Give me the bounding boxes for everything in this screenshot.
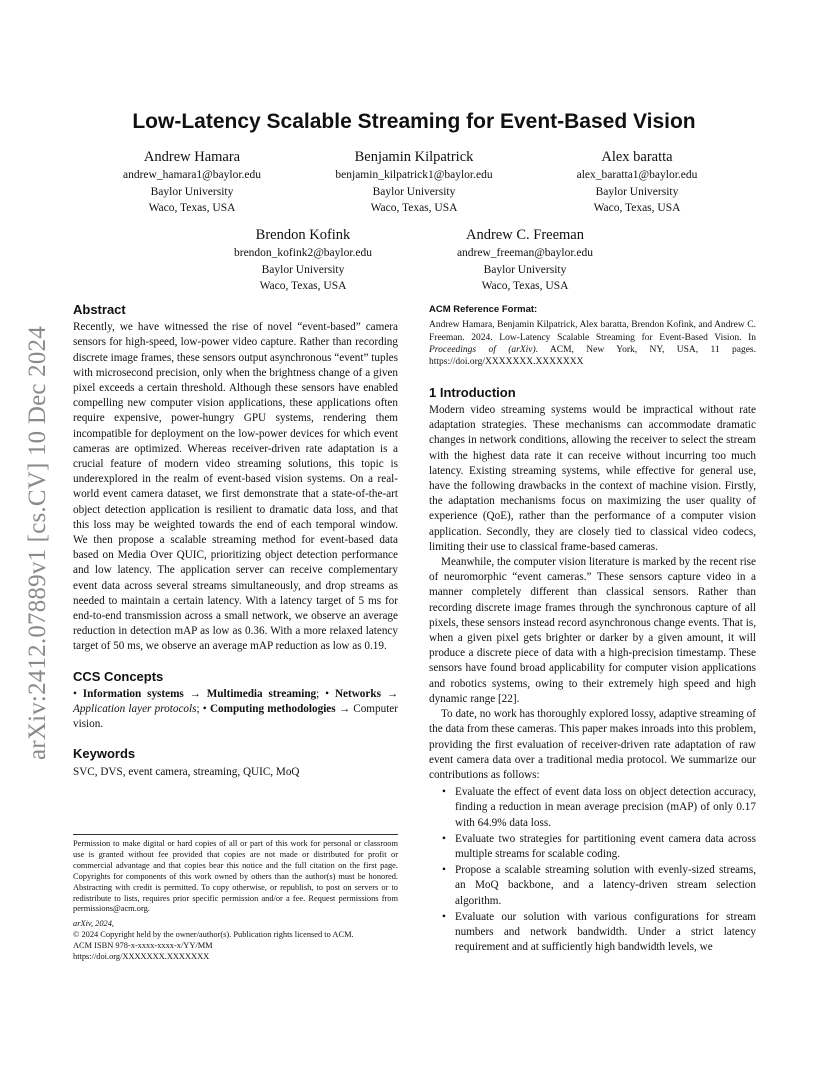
ccs-section	[73, 669, 398, 733]
arxiv-stamp: arXiv:2412.07889v1 [cs.CV] 10 Dec 2024	[24, 326, 51, 760]
introduction-heading: 1 Introduction	[429, 384, 516, 400]
author-affiliation: Baylor University	[261, 263, 345, 276]
ccs-concept-rest: Application layer protocols	[73, 703, 197, 716]
doi-link[interactable]: https://doi.org/XXXXXXX.XXXXXXX	[73, 952, 210, 962]
author-location: Waco, Texas, USA	[148, 202, 236, 214]
venue-text: arXiv, 2024,	[73, 919, 115, 929]
author-email[interactable]: benjamin_kilpatrick1@baylor.edu	[335, 169, 493, 181]
intro-paragraph: Modern video streaming systems would be impractical without rate adaptation strategies. These mechanisms can accommodate dramatic changes in network conditions, allowing the receiver to select the stream with the highest data rate it can receive without incurring too much latency. Existing streaming systems, while effective for general use, have the following drawbacks in the context of machine vision. Firstly, the adaptation mechanisms focus on maximizing the user quality of experience (QoE), rather than the performance of a computer vision application. Secondly, they are closely tied to classical video codecs, limiting their use to classical frame-based cameras.	[429, 404, 756, 553]
author-location: Waco, Texas, USA	[370, 202, 458, 214]
author-affiliation: Baylor University	[372, 185, 456, 198]
author-name: Andrew C. Freeman	[466, 227, 584, 243]
author-name: Alex baratta	[601, 149, 673, 165]
reference-format-heading: ACM Reference Format:	[429, 304, 538, 315]
ccs-concept-bold: Networks	[334, 687, 381, 700]
author-block	[294, 147, 534, 217]
keywords-section	[73, 746, 398, 779]
author-location: Waco, Texas, USA	[593, 202, 681, 214]
author-email[interactable]: alex_baratta1@baylor.edu	[576, 169, 698, 181]
author-affiliation: Baylor University	[150, 185, 234, 198]
introduction-section	[429, 385, 756, 956]
list-item: • Evaluate two strategies for partitioning event camera data across multiple streams for scalable coding.	[455, 832, 756, 862]
list-item: • Propose a scalable streaming solution with evenly-sized streams, an MoQ backbone, and a latency-driven stream selection algorithm.	[455, 863, 756, 909]
contributions-list	[429, 785, 756, 955]
author-affiliation: Baylor University	[595, 185, 679, 198]
author-block	[517, 147, 757, 217]
author-block	[183, 225, 423, 295]
author-email[interactable]: andrew_hamara1@baylor.edu	[123, 169, 261, 181]
ccs-concept-bold: Information systems	[82, 687, 184, 700]
reference-format-text: Andrew Hamara, Benjamin Kilpatrick, Alex baratta, Brendon Kofink, and Andrew C. Freeman. 2024. Low-Latency Scalable Streaming for Event-Based Vision. In Proceedings of (arXiv). ACM, New York, NY, USA, 11 pages. https://doi.org/XXXXXXX.XXXXXXX	[429, 320, 756, 368]
author-block	[72, 147, 312, 217]
keywords-text: SVC, DVS, event camera, streaming, QUIC, MoQ	[73, 765, 300, 778]
ccs-concept-rest: Computer vision.	[73, 703, 398, 731]
intro-paragraph: To date, no work has thoroughly explored lossy, adaptive streaming of the data from these cameras. This paper makes inroads into this problem, providing the first evaluation of receiver-driven rate adaptation of raw event camera data over a traditional media protocol. We summarize our contributions as follows:	[429, 708, 756, 781]
paper-title: Low-Latency Scalable Streaming for Event-Based Vision	[132, 110, 696, 133]
abstract-heading: Abstract	[73, 302, 126, 317]
author-name: Brendon Kofink	[255, 227, 351, 243]
author-location: Waco, Texas, USA	[481, 280, 569, 292]
author-email[interactable]: andrew_freeman@baylor.edu	[456, 247, 594, 259]
isbn-text: ACM ISBN 978-x-xxxx-xxxx-x/YY/MM	[73, 941, 213, 951]
list-item: • Evaluate the effect of event data loss on object detection accuracy, finding a reduction in mean average precision (mAP) of only 0.17 with 64.9% data loss.	[455, 785, 756, 831]
ccs-heading: CCS Concepts	[73, 668, 164, 684]
keywords-heading: Keywords	[73, 746, 136, 762]
copyright-text: © 2024 Copyright held by the owner/author(s). Publication rights licensed to ACM.	[73, 930, 354, 940]
ccs-concepts: • Information systems → Multimedia streaming; • Networks → Application layer protocols; • Computing methodologies → Computer vision.	[73, 687, 398, 731]
right-column	[429, 302, 756, 956]
author-location: Waco, Texas, USA	[259, 280, 347, 292]
author-email[interactable]: brendon_kofink2@baylor.edu	[233, 247, 373, 259]
ccs-concept-rest: Multimedia streaming	[206, 687, 317, 700]
permission-text: Permission to make digital or hard copies of all or part of this work for personal or classroom use is granted without fee provided that copies are not made or distributed for profit or commercial advantage and that copies bear this notice and the full citation on the first page. Copyrights for components of this work owned by others than the author(s) must be honored. Abstracting with credit is permitted. To copy otherwise, or republish, to post on servers or to redistribute to lists, requires prior specific permission and/or a fee. Request permissions from permissions@acm.org.	[73, 839, 398, 914]
left-column	[73, 302, 398, 780]
author-affiliation: Baylor University	[483, 263, 567, 276]
author-name: Andrew Hamara	[143, 149, 241, 165]
list-item: • Evaluate our solution with various configurations for stream numbers and network bandwidth. Under a strict latency requirement and at sufficiently high bandwidth levels, we	[455, 910, 756, 956]
author-block	[405, 225, 645, 295]
author-name: Benjamin Kilpatrick	[354, 149, 474, 165]
intro-paragraph: Meanwhile, the computer vision literature is marked by the recent rise of neuromorphic “event cameras.” These sensors capture video in a manner completely different than classical sensors. Rather than recording discrete image frames through the synchronous capture of all pixels, these sensors instead record asynchronous change events. That is, when a given pixel gets brighter or darker by a given amount, it will produce a discrete piece of data with a high-precision timestamp. These sensors have found broad applicability for computer vision applications and robotics systems, owing to their extremely high speed and high dynamic range [22].	[429, 556, 756, 705]
permission-footnote	[73, 834, 398, 963]
ccs-concept-bold: Computing methodologies	[209, 703, 336, 716]
abstract-text: Recently, we have witnessed the rise of novel “event-based” camera sensors for high-speed, low-power video capture. Rather than recording discrete image frames, these sensors output asynchronous “event” tuples with microsecond precision, only when the brightness change of a given pixel exceeds a certain threshold. Although these sensors have enabled compelling new computer vision applications, these applications often require expensive, power-hungry GPU systems, rendering them incompatible for deployment on the low-power devices for which event cameras are optimized. Whereas receiver-driven rate adaptation is a crucial feature of modern video streaming solutions, this topic is underexplored in the realm of event-based vision systems. On a real-world event camera dataset, we first demonstrate that a state-of-the-art object detection application is resilient to dramatic data loss, and that this loss may be weighted towards the end of each temporal window. We then propose a scalable streaming method for event-based data based on Media Over QUIC, prioritizing object detection performance and low latency. The application server can receive complementary event data across several streams simultaneously, and drop streams as needed to maintain a certain latency. With a latency target of 5 ms for end-to-end transmission across a small network, we observe an average reduction in detection mAP as low as 0.36. With a more relaxed latency target of 50 ms, we observe an average mAP reduction as low as 0.19.	[73, 321, 398, 653]
